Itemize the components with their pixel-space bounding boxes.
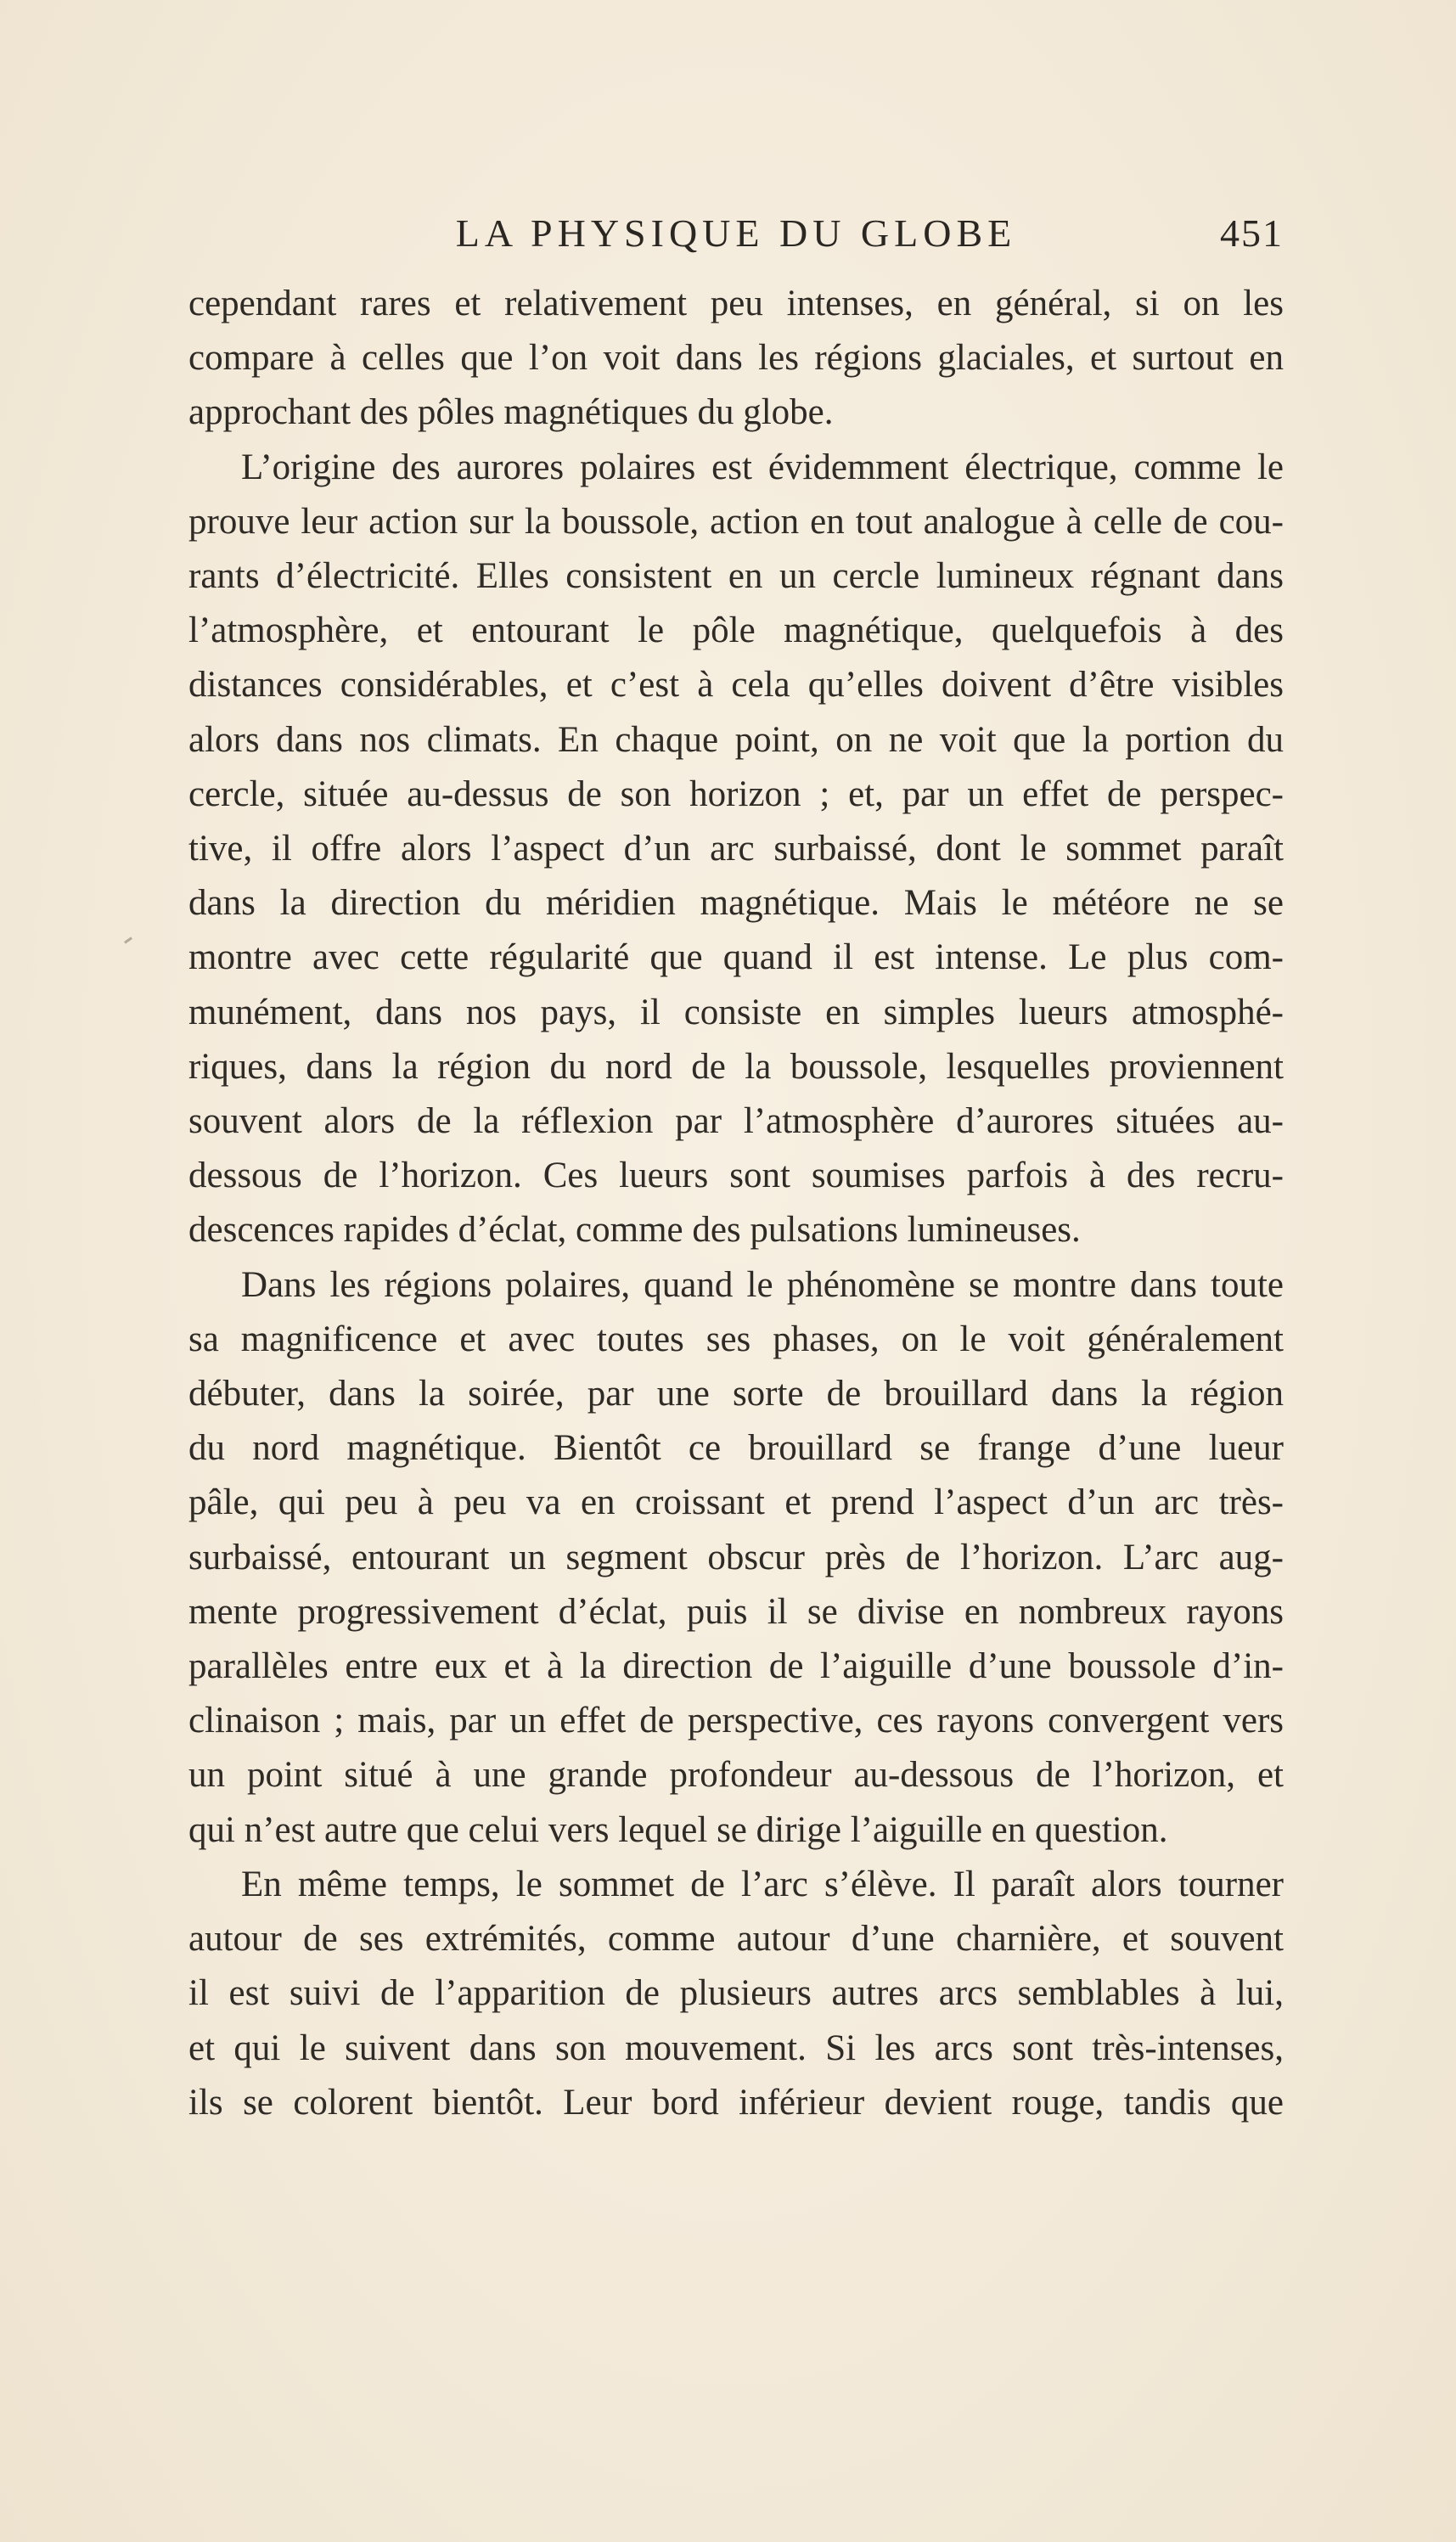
text-line: cependant rares et relativement peu intenses, en général, si on les xyxy=(188,284,1284,323)
text-line: L’origine des aurores polaires est évidemment électrique, comme le xyxy=(241,447,1284,487)
text-line: tive, il offre alors l’aspect d’un arc surbaissé, dont le sommet paraît xyxy=(188,829,1284,869)
text-line: surbaissé, entourant un segment obscur près de l’horizon. L’arc aug- xyxy=(188,1537,1284,1578)
text-line: pâle, qui peu à peu va en croissant et prend l’aspect d’un arc très- xyxy=(188,1482,1284,1523)
text-line: cercle, située au-dessus de son horizon ; et, par un effet de perspec- xyxy=(188,773,1284,814)
text-line: souvent alors de la réflexion par l’atmosphère d’aurores situées au- xyxy=(188,1101,1284,1142)
text-line: ils se colorent bientôt. Leur bord inférieur devient rouge, tandis que xyxy=(188,2082,1284,2123)
page-number: 451 xyxy=(1220,211,1284,255)
text-line: dessous de l’horizon. Ces lueurs sont soumises parfois à des recru- xyxy=(188,1156,1284,1196)
text-line: clinaison ; mais, par un effet de perspective, ces rayons convergent vers xyxy=(188,1701,1284,1741)
text-line: parallèles entre eux et à la direction de l’aiguille d’une boussole d’in- xyxy=(188,1646,1284,1687)
text-line: il est suivi de l’apparition de plusieurs autres arcs semblables à lui, xyxy=(188,1973,1284,2014)
text-line: mente progressivement d’éclat, puis il se divise en nombreux rayons xyxy=(188,1591,1284,1632)
text-line: approchant des pôles magnétiques du globe. xyxy=(188,392,834,433)
running-title: LA PHYSIQUE DU GLOBE xyxy=(455,211,1017,255)
paragraph-1 xyxy=(188,277,1284,441)
paragraph-4 xyxy=(188,1858,1284,2130)
text-line: du nord magnétique. Bientôt ce brouillard se frange d’une lueur xyxy=(188,1428,1284,1469)
text-line: En même temps, le sommet de l’arc s’élève. Il paraît alors tourner xyxy=(241,1864,1284,1904)
text-line: montre avec cette régularité que quand il est intense. Le plus com- xyxy=(188,937,1284,978)
page-header xyxy=(188,211,1284,270)
text-line: rants d’électricité. Elles consistent en un cercle lumineux régnant dans xyxy=(188,556,1284,597)
text-line: sa magnificence et avec toutes ses phases, on le voit généralement xyxy=(188,1319,1284,1359)
text-line: l’atmosphère, et entourant le pôle magnétique, quelquefois à des xyxy=(188,610,1284,651)
text-line: munément, dans nos pays, il consiste en simples lueurs atmosphé- xyxy=(188,992,1284,1032)
text-line: compare à celles que l’on voit dans les régions glaciales, et surtout en xyxy=(188,338,1284,379)
margin-mark xyxy=(124,936,132,943)
text-line: descences rapides d’éclat, comme des pulsations lumineuses. xyxy=(188,1210,1081,1251)
text-line: un point situé à une grande profondeur au-dessous de l’horizon, et xyxy=(188,1755,1284,1796)
text-line: dans la direction du méridien magnétique. Mais le météore ne se xyxy=(188,883,1284,924)
paragraph-2 xyxy=(188,441,1284,1258)
text-line: Dans les régions polaires, quand le phénomène se montre dans toute xyxy=(241,1264,1284,1305)
paragraph-3 xyxy=(188,1258,1284,1858)
text-line: autour de ses extrémités, comme autour d’une charnière, et souvent xyxy=(188,1919,1284,1960)
text-line: prouve leur action sur la boussole, action en tout analogue à celle de cou- xyxy=(188,501,1284,542)
text-line: alors dans nos climats. En chaque point, on ne voit que la portion du xyxy=(188,719,1284,760)
text-line: qui n’est autre que celui vers lequel se dirige l’aiguille en question. xyxy=(188,1809,1168,1850)
text-line: débuter, dans la soirée, par une sorte de brouillard dans la région xyxy=(188,1374,1284,1414)
text-line: et qui le suivent dans son mouvement. Si les arcs sont très-intenses, xyxy=(188,2027,1284,2068)
text-line: distances considérables, et c’est à cela qu’elles doivent d’être visibles xyxy=(188,665,1284,706)
body-text xyxy=(188,277,1284,2130)
text-line: riques, dans la région du nord de la boussole, lesquelles proviennent xyxy=(188,1046,1284,1087)
